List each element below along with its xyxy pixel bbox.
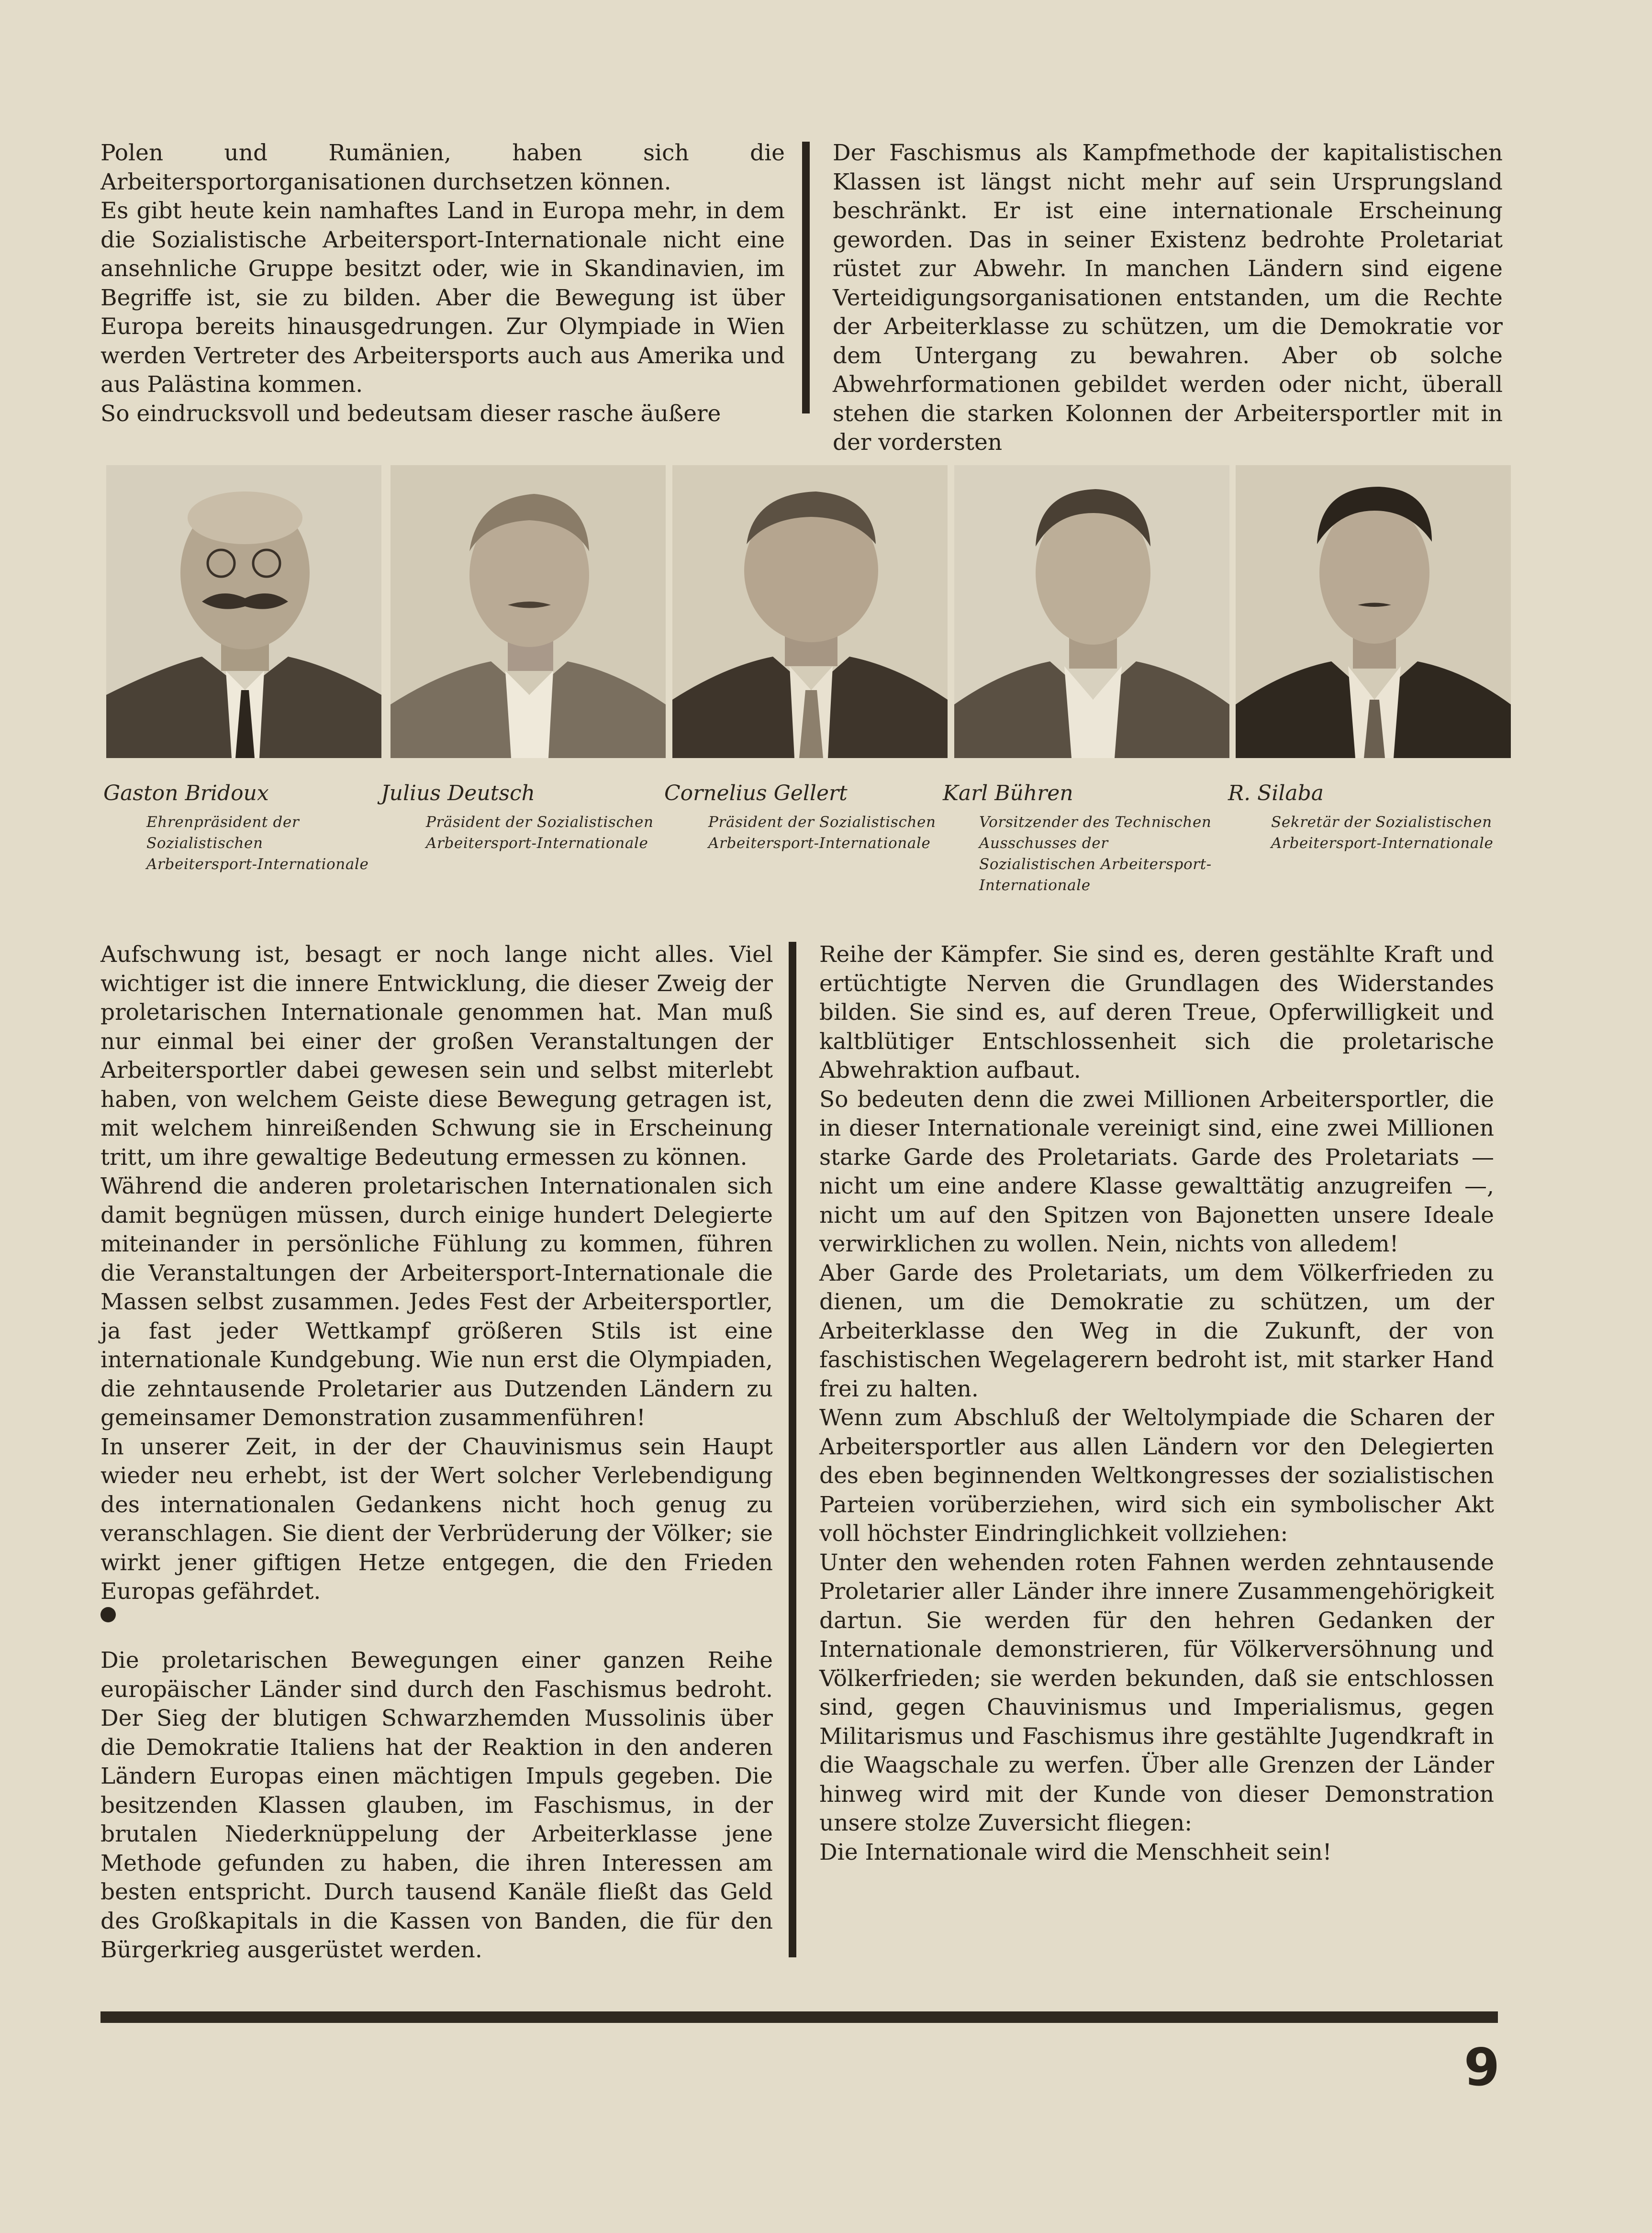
column-divider [789,942,796,1957]
portrait-image [954,465,1229,758]
paragraph: In unserer Zeit, in der der Chauvinismus sein Haupt wieder neu erhebt, ist der Wert solcher Verlebendigung des internationalen Gedankens nicht hoch genug zu veranschlagen. Sie dient der Verbrüderung der Völker; sie wirkt jener giftigen Hetze entgegen, die den Frieden Europas gefährdet. [100,1433,773,1605]
portrait-title: Sekretär der Sozialistischen Arbeitersport-Internationale [1271,814,1494,852]
portrait-image [391,465,666,758]
portrait-photo-buehren [954,465,1229,758]
portrait-image [672,465,948,758]
portrait-name: Cornelius Gellert [664,781,848,805]
portrait-photo-deutsch [391,465,666,758]
portrait-photo-silaba [1236,465,1511,758]
paragraph: Wenn zum Abschluß der Weltolympiade die Scharen der Arbeitersportler aus allen Ländern vor den Delegierten des eben beginnenden Weltkongresses der sozialistischen Parteien vorüberziehen, wird sich ein symbolischer Akt voll höchster Eindringlichkeit vollziehen: [819,1405,1494,1547]
paragraph: Es gibt heute kein namhaftes Land in Europa mehr, in dem die Sozialistische Arbeitersport-Internationale nicht eine ansehnliche Gruppe besitzt oder, wie in Skandinavien, im Begriffe ist, sie zu bilden. Aber die Bewegung ist über Europa bereits hinausgedrungen. Zur Olympiade in Wien werden Vertreter des Arbeitersports auch aus Amerika und aus Palästina kommen. [100,198,785,398]
portrait-photo-bridoux [106,465,381,758]
portrait-title: Vorsitzender des Technischen Ausschusses der Sozialistischen Arbeitersport-Internationale [979,814,1212,894]
portrait-image [106,465,381,758]
paragraph: Während die anderen proletarischen Internationalen sich damit begnügen müssen, durch einige hundert Delegierte miteinander in persönliche Fühlung zu kommen, führen die Veranstaltungen der Arbeitersport-Internationale die Massen selbst zusammen. Jedes Fest der Arbeitersportler, ja fast jeder Wettkampf größeren Stils ist eine internationale Kundgebung. Wie nun erst die Olympiaden, die zehntausende Proletarier aus Dutzenden Ländern zu gemeinsamer Demonstration zusammenführen! [100,1173,773,1431]
portrait-name: Gaston Bridoux [103,781,269,805]
portrait-title: Präsident der Sozialistischen Arbeitersport-Internationale [426,814,654,852]
portrait-photo-gellert [672,465,948,758]
paragraph: Der Faschismus als Kampfmethode der kapitalistischen Klassen ist längst nicht mehr auf sein Ursprungsland beschränkt. Er ist eine internationale Erscheinung geworden. Das in seiner Existenz bedrohte Proletariat rüstet zur Abwehr. In manchen Ländern sind eigene Verteidigungsorganisationen entstanden, um die Rechte der Arbeiterklasse zu schützen, um die Demokratie vor dem Untergang zu bewahren. Aber ob solche Abwehrformationen gebildet werden oder nicht, überall stehen die starken Kolonnen der Arbeitersportler mit in der vordersten [833,140,1503,456]
portrait-title: Präsident der Sozialistischen Arbeitersport-Internationale [708,814,936,852]
page-number: 9 [1463,2038,1500,2098]
portrait-name: Julius Deutsch [381,781,535,805]
column-bottom-right [819,940,1494,1867]
paragraph: So bedeuten denn die zwei Millionen Arbeitersportler, die in dieser Internationale vereinigt sind, eine zwei Millionen starke Garde des Proletariats. Garde des Proletariats — nicht um eine andere Klasse gewalttätig anzugreifen —, nicht um auf den Spitzen von Bajonetten unsere Ideale verwirklichen zu wollen. Nein, nichts von alledem! [819,1086,1494,1257]
paragraph: Die proletarischen Bewegungen einer ganzen Reihe europäischer Länder sind durch den Faschismus bedroht. Der Sieg der blutigen Schwarzhemden Mussolinis über die Demokratie Italiens hat der Reaktion in den anderen Ländern Europas einen mächtigen Impuls gegeben. Die besitzenden Klassen glauben, im Faschismus, in der brutalen Niederknüppelung der Arbeiterklasse jene Methode gefunden zu haben, die ihren Interessen am besten entspricht. Durch tausend Kanäle fließt das Geld des Großkapitals in die Kassen von Banden, die für den Bürgerkrieg ausgerüstet werden. [100,1647,773,1963]
paragraph: Polen und Rumänien, haben sich die Arbeitersportorganisationen durchsetzen können. [100,140,785,195]
column-bottom-left [100,940,773,1607]
column-bottom-left-continued [100,1646,773,1965]
column-top-right [833,139,1503,458]
portrait-title: Ehrenpräsident der Sozialistischen Arbeitersport-Internationale [146,814,369,873]
paragraph: Unter den wehenden roten Fahnen werden zehntausende Proletarier aller Länder ihre innere Zusammengehörigkeit dartun. Sie werden für den hehren Gedanken der Internationale demonstrieren, für Völkerversöhnung und Völkerfrieden; sie werden bekunden, daß sie entschlossen sind, gegen Chauvinismus und Imperialismus, gegen Militarismus und Faschismus ihre gestählte Jugendkraft in die Waagschale zu werfen. Über alle Grenzen der Länder hinweg wird mit der Kunde von dieser Demonstration unsere stolze Zuversicht fliegen: [819,1549,1494,1836]
paragraph: So eindrucksvoll und bedeutsam dieser rasche äußere [100,400,721,427]
portrait-name: Karl Bühren [943,781,1073,805]
column-top-left [100,139,785,428]
paragraph: Aufschwung ist, besagt er noch lange nicht alles. Viel wichtiger ist die innere Entwicklung, die dieser Zweig der proletarischen Internationale genommen hat. Man muß nur einmal bei einer der großen Veranstaltungen der Arbeitersportler dabei gewesen sein und selbst miterlebt haben, von welchem Geiste diese Bewegung getragen ist, mit welchem hinreißenden Schwung sie in Erscheinung tritt, um ihre gewaltige Bedeutung ermessen zu können. [100,941,773,1171]
column-divider [802,142,810,413]
paragraph: Reihe der Kämpfer. Sie sind es, deren gestählte Kraft und ertüchtigte Nerven die Grundlagen des Widerstandes bilden. Sie sind es, auf deren Treue, Opferwilligkeit und kaltblütiger Entschlossenheit sich die proletarische Abwehraktion aufbaut. [819,941,1494,1083]
section-bullet [100,1607,116,1622]
footer-rule [100,2011,1498,2023]
portrait-image [1236,465,1511,758]
paragraph: Die Internationale wird die Menschheit sein! [819,1839,1332,1865]
paragraph: Aber Garde des Proletariats, um dem Völkerfrieden zu dienen, um die Demokratie zu schützen, um der Arbeiterklasse den Weg in die Zukunft, der von faschistischen Wegelagerern bedroht ist, mit starker Hand frei zu halten. [819,1260,1494,1402]
portrait-name: R. Silaba [1228,781,1324,805]
